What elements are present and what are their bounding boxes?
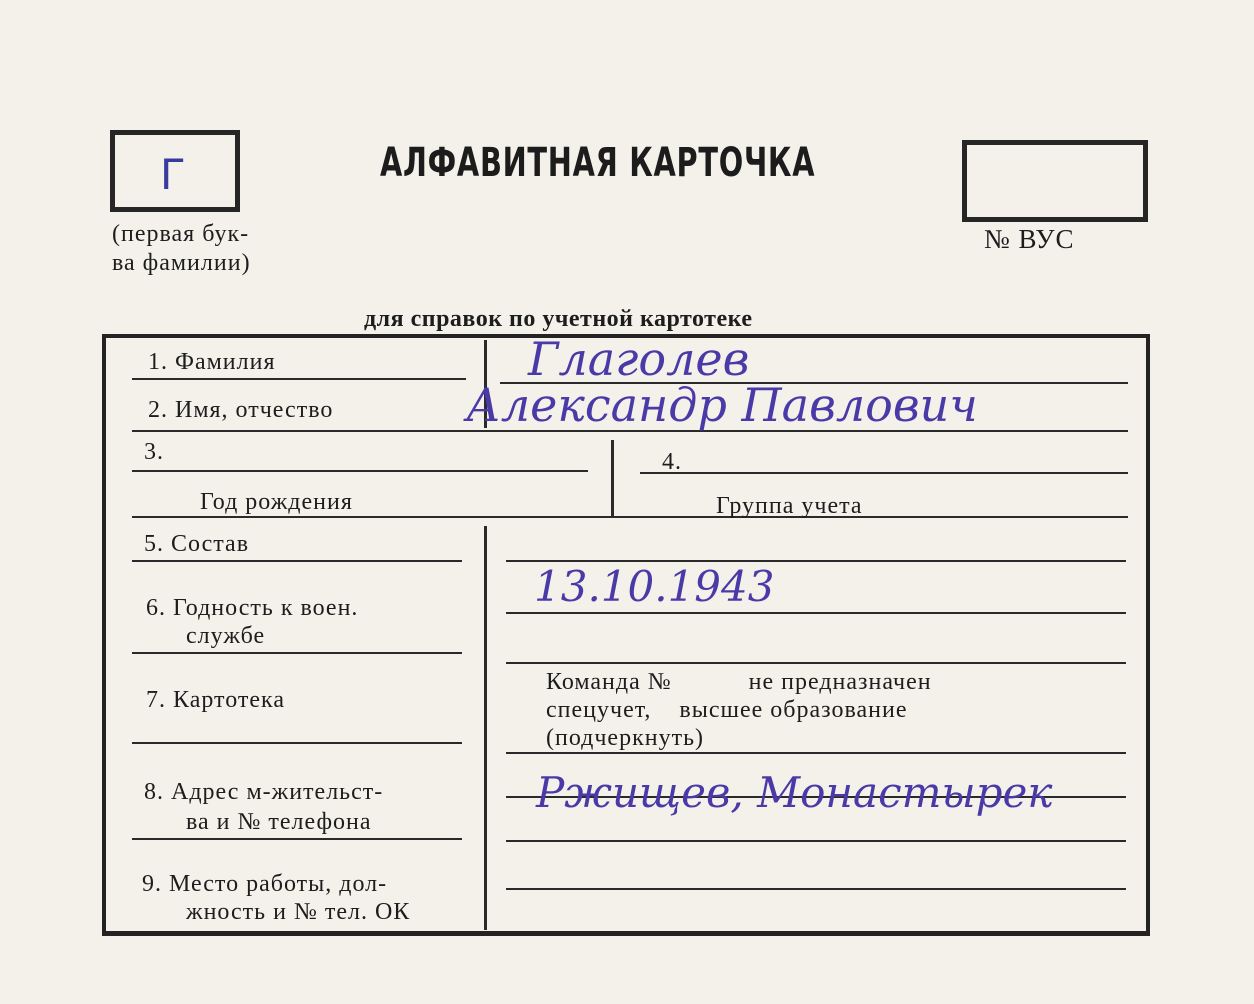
rule-f6-right2 — [506, 662, 1126, 664]
field-file-text-3: (подчеркнуть) — [546, 725, 705, 751]
rule-f8 — [132, 838, 462, 840]
field-4-label: 4. — [662, 449, 682, 475]
rule-f9-right — [506, 888, 1126, 890]
letter-box-value: Г — [160, 150, 186, 199]
field-fitness-value: 13.10.1943 — [534, 562, 775, 611]
field-address-label-1: 8. Адрес м-жительст- — [144, 779, 384, 805]
vus-label: № ВУС — [984, 224, 1075, 254]
rule-f1-left — [132, 378, 466, 380]
field-file-text-2: спецучет, высшее образование — [546, 697, 908, 723]
rule-f4 — [640, 472, 1128, 474]
field-work-label-1: 9. Место работы, дол- — [142, 871, 388, 897]
rule-f7 — [132, 742, 462, 744]
field-file-label: 7. Картотека — [146, 687, 285, 713]
field-work-label-2: жность и № тел. ОК — [186, 899, 411, 925]
field-3-label: 3. — [144, 439, 164, 465]
field-fitness-label-1: 6. Годность к воен. — [146, 595, 359, 621]
rule-f6 — [132, 652, 462, 654]
field-address-label-2: ва и № телефона — [186, 809, 372, 835]
letter-hint-line1: (первая бук- — [112, 221, 250, 247]
rule-f7-right — [506, 752, 1126, 754]
field-address-value: Ржищев, Монастырек — [536, 768, 1053, 817]
field-group-caption: Группа учета — [716, 493, 863, 519]
vus-box — [962, 140, 1148, 222]
field-file-text-1: Команда № не предназначен — [546, 669, 932, 695]
field-birth-year-caption: Год рождения — [200, 489, 353, 515]
field-name-label: 2. Имя, отчество — [148, 397, 334, 423]
rule-f8-right2 — [506, 840, 1126, 842]
divider-middle — [611, 440, 614, 516]
rule-row34 — [132, 516, 1128, 518]
rule-f5 — [132, 560, 462, 562]
field-fitness-label-2: службе — [186, 623, 266, 649]
letter-hint — [112, 220, 251, 278]
card-subtitle: для справок по учетной картотеке — [364, 306, 753, 332]
letter-hint-line2: ва фамилии) — [112, 250, 251, 276]
field-composition-label: 5. Состав — [144, 531, 250, 557]
field-surname-label: 1. Фамилия — [148, 349, 276, 375]
divider-bottom — [484, 526, 487, 930]
field-surname-value: Глаголев — [528, 332, 750, 386]
card-title: АЛФАВИТНАЯ КАРТОЧКА — [380, 140, 816, 186]
rule-f6-right — [506, 612, 1126, 614]
rule-f3 — [132, 470, 588, 472]
field-name-value: Александр Павлович — [466, 378, 978, 432]
